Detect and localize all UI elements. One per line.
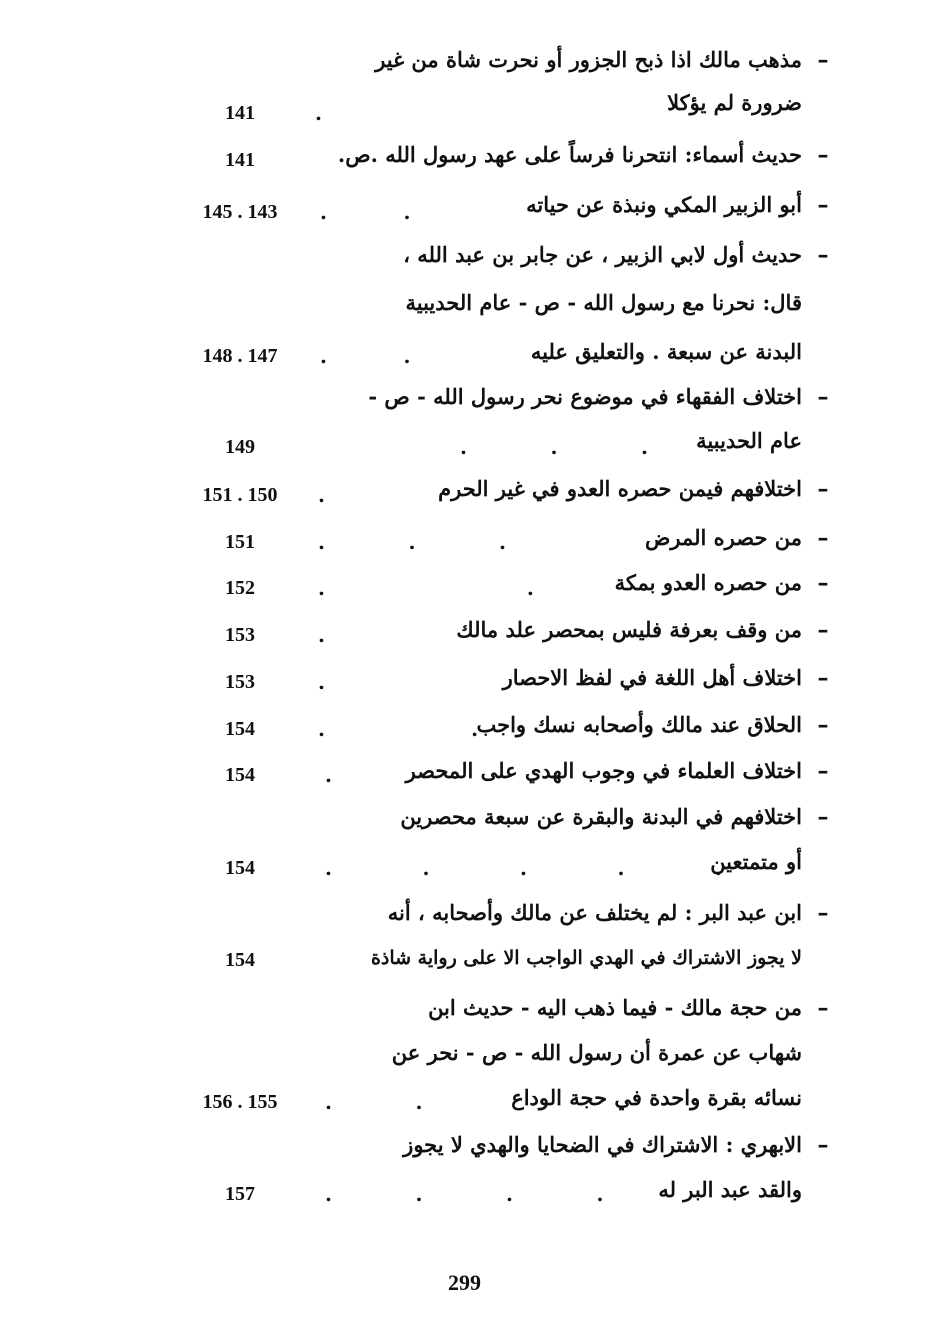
entry-dash: – bbox=[817, 995, 829, 1021]
entry-dash: – bbox=[817, 242, 829, 268]
leader-dots: . . bbox=[318, 576, 534, 600]
entry-line: أبو الزبير المكي ونبذة عن حياته bbox=[526, 192, 802, 217]
entry-line: اختلاف العلماء في وجوب الهدي على المحصر bbox=[405, 758, 802, 783]
entry-dash: – bbox=[817, 476, 829, 502]
entry-line: مذهب مالك اذا ذبح الجزور أو نحرت شاة من غير bbox=[375, 47, 802, 72]
page-ref: 148 . 147 bbox=[202, 345, 278, 367]
entry-dash: – bbox=[817, 804, 829, 830]
entry-dash: – bbox=[817, 525, 829, 551]
entry-line: اختلافهم في البدنة والبقرة عن سبعة محصرين bbox=[400, 804, 802, 829]
page-ref: 145 . 143 bbox=[202, 201, 278, 223]
entry-line: اختلافهم فيمن حصره العدو في غير الحرم bbox=[438, 476, 802, 501]
entry-line: نسائه بقرة واحدة في حجة الوداع bbox=[511, 1085, 802, 1110]
entry-line: عام الحديبية bbox=[696, 428, 802, 453]
leader-dots: . bbox=[315, 101, 322, 125]
entry-dash: – bbox=[817, 1132, 829, 1158]
entry-line: البدنة عن سبعة . والتعليق عليه bbox=[530, 339, 802, 364]
entry-line: ابن عبد البر : لم يختلف عن مالك وأصحابه ، أنه bbox=[387, 900, 802, 925]
entry-dash: – bbox=[817, 665, 829, 691]
leader-dots: . . bbox=[320, 200, 411, 224]
page-ref: 141 bbox=[225, 102, 255, 124]
entry-line: لا يجوز الاشتراك في الهدي الواجب الا على رواية شاذة bbox=[370, 947, 802, 969]
entry-line: من وقف بعرفة فليس بمحصر علد مالك bbox=[456, 617, 802, 642]
page-ref: 154 bbox=[225, 718, 255, 740]
leader-dots: . bbox=[318, 623, 325, 647]
leader-dots: . bbox=[318, 483, 325, 507]
page-ref: 156 . 155 bbox=[202, 1091, 278, 1113]
entry-dash: – bbox=[817, 900, 829, 926]
page-number: 299 bbox=[448, 1270, 481, 1295]
entry-dash: – bbox=[817, 617, 829, 643]
entry-line: الحلاق عند مالك وأصحابه نسك واجب bbox=[476, 712, 802, 737]
entry-line: من حصره المرض bbox=[645, 525, 802, 550]
entry-line: اختلاف أهل اللغة في لفظ الاحصار bbox=[502, 665, 802, 690]
entry-line: حديث أسماء: انتحرنا فرساً على عهد رسول الله .ص. bbox=[337, 142, 802, 167]
entry-line: أو متمتعين bbox=[710, 849, 802, 874]
entry-line: ضرورة لم يؤكلا bbox=[667, 90, 802, 115]
entry-line: من حصره العدو بمكة bbox=[614, 570, 802, 595]
page-ref: 151 bbox=[225, 531, 255, 553]
leader-dots: . . . bbox=[460, 435, 648, 459]
entry-dash: – bbox=[817, 712, 829, 738]
entry-line: والقد عبد البر له bbox=[658, 1177, 802, 1202]
page-ref: 153 bbox=[225, 671, 255, 693]
page-ref: 154 bbox=[225, 857, 255, 879]
entry-dash: – bbox=[817, 192, 829, 218]
leader-dots: . . bbox=[318, 717, 479, 741]
page-ref: 152 bbox=[225, 577, 255, 599]
entry-line: من حجة مالك - فيما ذهب اليه - حديث ابن bbox=[428, 995, 802, 1020]
page-ref: 154 bbox=[225, 949, 255, 971]
page-ref: 157 bbox=[225, 1183, 255, 1205]
leader-dots: . . . . . bbox=[325, 856, 722, 880]
entry-dash: – bbox=[817, 47, 829, 73]
entry-line: اختلاف الفقهاء في موضوع نحر رسول الله - ص - bbox=[368, 384, 802, 409]
leader-dots: . . bbox=[320, 344, 411, 368]
entry-dash: – bbox=[817, 384, 829, 410]
entry-line: شهاب عن عمرة أن رسول الله - ص - نحر عن bbox=[391, 1040, 802, 1065]
entry-dash: – bbox=[817, 570, 829, 596]
entry-line: حديث أول لابي الزبير ، عن جابر بن عبد الله ، bbox=[403, 242, 802, 267]
leader-dots: . . . . bbox=[325, 1182, 604, 1206]
page-ref: 154 bbox=[225, 764, 255, 786]
page-ref: 141 bbox=[225, 149, 255, 171]
entry-line: الابهري : الاشتراك في الضحايا والهدي لا يجوز bbox=[403, 1132, 802, 1157]
leader-dots: . . . bbox=[318, 530, 506, 554]
leader-dots: . bbox=[318, 670, 325, 694]
entry-line: قال: نحرنا مع رسول الله - ص - عام الحديبية bbox=[405, 290, 802, 315]
leader-dots: . bbox=[325, 763, 332, 787]
page-ref: 149 bbox=[225, 436, 255, 458]
entry-dash: – bbox=[817, 758, 829, 784]
page-ref: 151 . 150 bbox=[202, 484, 278, 506]
leader-dots: . . bbox=[325, 1090, 423, 1114]
entry-dash: – bbox=[817, 142, 829, 168]
page-ref: 153 bbox=[225, 624, 255, 646]
